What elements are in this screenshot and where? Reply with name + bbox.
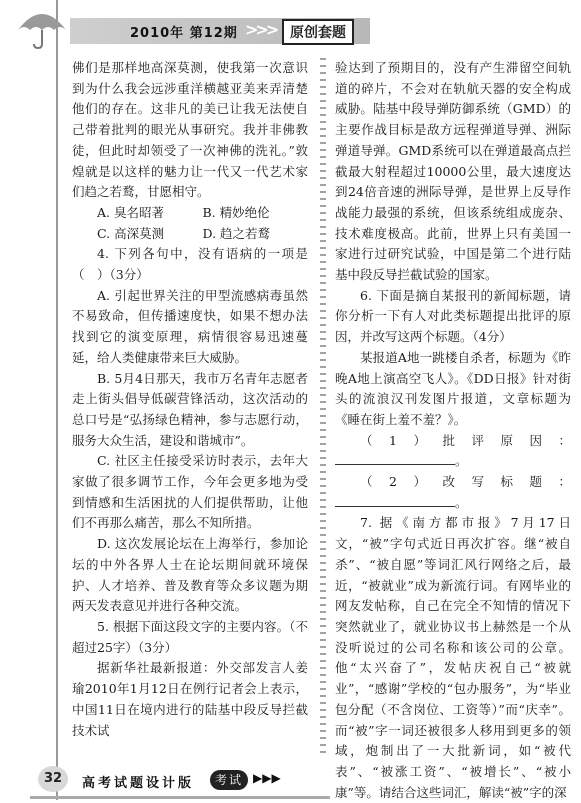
question-5: 5. 根据下面这段文字的主要内容。（不超过25字）（3分） (72, 618, 308, 655)
footer-badge: 考试 (210, 770, 248, 790)
q6-answer-1: （1）批评原因：。 (335, 431, 571, 472)
q4-option-a: A. 引起世界关注的甲型流感病毒虽然不易致命，但传播速度快，如果不想办法找到它的演变原理，病情很容易迅速蔓延，给人类健康带来巨大威胁。 (72, 287, 308, 365)
q6-answer-2: （2）改写标题：。 (335, 472, 571, 513)
q5-passage-cont: 验达到了预期目的，没有产生滞留空间轨道的碎片，不会对在轨航天器的安全构成威胁。陆基中段导弹防御系统（GMD）的主要作战目标是敌方远程弹道导弹、洲际弹道导弹。GMD系统可以在弹道最高点拦截最大射程超过10000公里，最大速度达到24倍音速的洲际导弹，是世界上反导作战能力最强的系统，但该系统组成庞杂、技术难度极高。此前，世界上只有美国一家进行过研究试验，中国是第二个进行陆基中段反导拦截试验的国家。 (335, 60, 571, 283)
question-4: 4. 下列各句中，没有语病的一项是（ ）（3分） (72, 246, 308, 283)
column-divider (320, 58, 326, 758)
margin-rule (56, 0, 58, 800)
footer-rule (30, 796, 330, 799)
umbrella-icon (14, 4, 70, 50)
q4-option-d: D. 这次发展论坛在上海举行，参加论坛的中外各界人士在论坛期间就环境保护、人才培养、普及教育等众多议题为期两天发表意见并进行各种交流。 (72, 536, 308, 614)
question-6: 6. 下面是摘自某报刊的新闻标题，请你分析一下有人对此类标题提出批评的原因，并改写这两个标题。（4分） (335, 287, 571, 345)
q3-options-row-1 (72, 203, 308, 224)
q6-label-2: （2）改写标题： (360, 474, 571, 490)
section-title: 原创套题 (282, 19, 354, 45)
passage-end: 佛们是那样地高深莫测，使我第一次意识到为什么我会远涉重洋横越亚美来弄清楚他们的存在。这非凡的美已让我无法使自己带着批判的眼光从事研究。我并非佛教徒，但此时却领受了一次神佛的洗礼。”敦煌就是以这样的魅力让一代又一代艺术家们趋之若鹜，甘愿相守。 (72, 60, 308, 200)
answer-blank-1[interactable] (335, 452, 455, 465)
right-column (335, 58, 571, 803)
option-c: C. 高深莫测 (97, 225, 165, 241)
issue-label: 2010年 第12期 (130, 26, 238, 41)
page-header (0, 0, 581, 52)
question-7: 7. 据《南方都市报》7月17日文，“被”字句式近日再次扩容。继“被自杀”、“被自愿”等词汇风行网络之后，最近，“被就业”成为新流行词。有网毕业的网友发帖称，自己在完全不知情的情况下突然就业了，就业协议书上赫然是一个从没听说过的公司名称和该公司的公章。他“太兴奋了”，发帖庆祝自己“被就业”，“感谢”学校的“包办服务”，为“毕业包分配（不含岗位、工资等）”而“庆幸”。而“被”字一词还被很多人移用到更多的领域，炮制出了一大批新词，如“被代表”、“被涨工资”、“被增长”、“被小康”等。请结合这些词汇，解读“被”字的深 (335, 515, 571, 800)
q3-options-row-2 (72, 224, 308, 245)
page-number: 32 (38, 766, 68, 792)
left-column (72, 58, 308, 741)
option-a: A. 臭名昭著 (97, 204, 164, 220)
q4-option-b: B. 5月4日那天，我市万名青年志愿者走上街头倡导低碳营锋活动，这次活动的总口号是“弘扬绿色精神，参与志愿行动，服务大众生活，建设和谐城市”。 (72, 370, 308, 448)
chevron-icon: >>> (245, 20, 277, 39)
answer-blank-2[interactable] (335, 494, 455, 507)
option-b: B. 精妙绝伦 (202, 204, 270, 220)
footer-title: 高考试题设计版 (82, 776, 195, 791)
arrows-icon: ▶▶▶ (253, 771, 281, 785)
q5-passage: 据新华社最新报道：外交部发言人姜瑜2010年1月12日在例行记者会上表示，中国11日在境内进行的陆基中段反导拦截技术试 (72, 660, 308, 738)
q6-label-1: （1）批评原因： (360, 432, 571, 448)
option-d: D. 趋之若鹜 (202, 225, 271, 241)
q6-passage: 某报道A地一跳楼自杀者，标题为《昨晚A地上演高空飞人》。《DD日报》针对街头的流浪汉刊发图片报道，文章标题为《睡在街上羞不羞？》。 (335, 349, 571, 427)
q4-option-c: C. 社区主任接受采访时表示，去年大家做了很多调节工作，今年会更多地为受到情感和生活困扰的人们提供帮助，让他们不再那么痛苦，那么不知所措。 (72, 453, 308, 531)
page-footer (0, 758, 581, 800)
